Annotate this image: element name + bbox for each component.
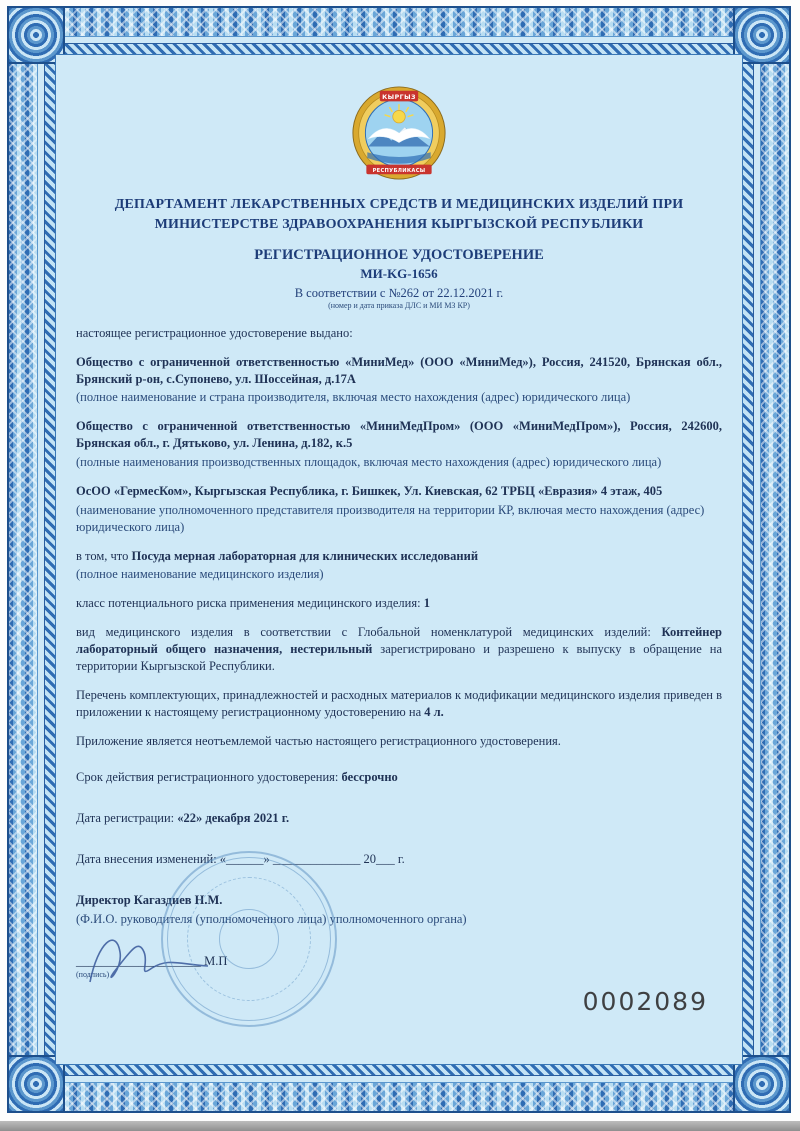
components-pages: 4 л. [424,704,444,719]
risk-class-line [76,595,722,612]
signature-blank: ____________________ [76,953,201,968]
signature-line [76,954,722,969]
device-prefix: в том, что [76,548,132,563]
authorized-representative-note: (наименование уполномоченного представителя производителя на территории КР, включая место нахождения (адрес) юридического лица) [76,502,705,534]
mp-label: М.П [201,953,228,968]
issuing-authority-title: ДЕПАРТАМЕНТ ЛЕКАРСТВЕННЫХ СРЕДСТВ И МЕДИЦИНСКИХ ИЗДЕЛИЙ ПРИ МИНИСТЕРСТВЕ ЗДРАВООХРАНЕНИЯ КЫРГЫЗСКОЙ РЕСПУБЛИКИ [114,197,684,232]
manufacturer-name: Общество с ограниченной ответственностью «МиниМед» (ООО «МиниМед»), Россия, 241520, Брянская обл., Брянский р-он, с.Супонево, ул. Шоссейная, д.17А [76,354,722,386]
manufacturer-note: (полное наименование и страна производителя, включая место нахождения (адрес) юридического лица) [76,390,631,405]
certificate-content [55,54,743,1065]
border-gap [37,36,761,1083]
device-line [76,548,722,565]
amendments-date-line: Дата внесения изменений: «______» ______________ 20___ г. [76,852,405,867]
certificate-number: МИ-KG-1656 [360,266,438,282]
production-site-name: Общество с ограниченной ответственностью «МиниМедПром» (ООО «МиниМедПром»), Россия, 242600, Брянская обл., г. Дятьково, ул. Ленина, д.182, к.5 [76,419,722,451]
validity-value: бессрочно [341,770,398,785]
order-reference: В соответствии с №262 от 22.12.2021 г. [294,286,504,301]
issued-intro: настоящее регистрационное удостоверение выдано: [76,325,353,340]
registration-date-value: «22» декабря 2021 г. [177,811,290,826]
device-type-line [76,624,722,675]
director-note: (Ф.И.О. руководителя (уполномоченного лица) уполномоченного органа) [76,911,467,926]
ornamental-border-inner [44,43,754,1076]
certificate-body [76,325,722,1000]
registration-date-prefix: Дата регистрации: [76,811,178,826]
emblem-top-label: КЫРГЫЗ [382,93,416,101]
serial-number: 0002089 [582,987,708,1016]
signature-note: (подпись) [76,969,110,979]
order-reference-note: (номер и дата приказа ДЛС и МИ МЗ КР) [328,301,470,311]
device-name: Посуда мерная лабораторная для клинических исследований [131,548,479,563]
device-type-suffix: зарегистрировано и разрешено к выпуску в обращение на территории Кыргызской Республики. [76,642,723,673]
document-title: РЕГИСТРАЦИОННОЕ УДОСТОВЕРЕНИЕ [254,247,544,264]
director-name: Директор Кагаздиев Н.М. [76,893,223,908]
authorized-representative: ОсОО «ГермесКом», Кыргызская Республика, г. Бишкек, Ул. Киевская, 62 ТРБЦ «Евразия» 4 этаж, 405 [76,483,663,498]
ornamental-border-outer [7,6,791,1113]
production-site-note: (полные наименования производственных площадок, включая место нахождения (адрес) юридического лица) [76,455,662,470]
validity-line [76,769,722,786]
validity-prefix: Срок действия регистрационного удостоверения: [76,770,342,785]
registration-date-line [76,810,722,827]
device-note: (полное наименование медицинского изделия) [76,567,324,582]
components-line [76,687,722,721]
device-type-prefix: вид медицинского изделия в соответствии с Глобальной номенклатурой медицинских изделий: [76,625,662,640]
risk-class-prefix: класс потенциального риска применения медицинского изделия: [76,596,424,611]
device-type-name: Контейнер лабораторный общего назначения, нестерильный [76,625,722,657]
kyrgyz-state-emblem-icon [351,85,447,181]
appendix-line: Приложение является неотъемлемой частью настоящего регистрационного удостоверения. [76,733,561,748]
components-prefix: Перечень комплектующих, принадлежностей и расходных материалов к модификации медицинского изделия приведен в приложении к настоящему регистрационному удостоверению на [76,687,722,719]
emblem-bottom-label: РЕСПУБЛИКАСЫ [372,167,426,174]
risk-class-value: 1 [423,596,430,611]
